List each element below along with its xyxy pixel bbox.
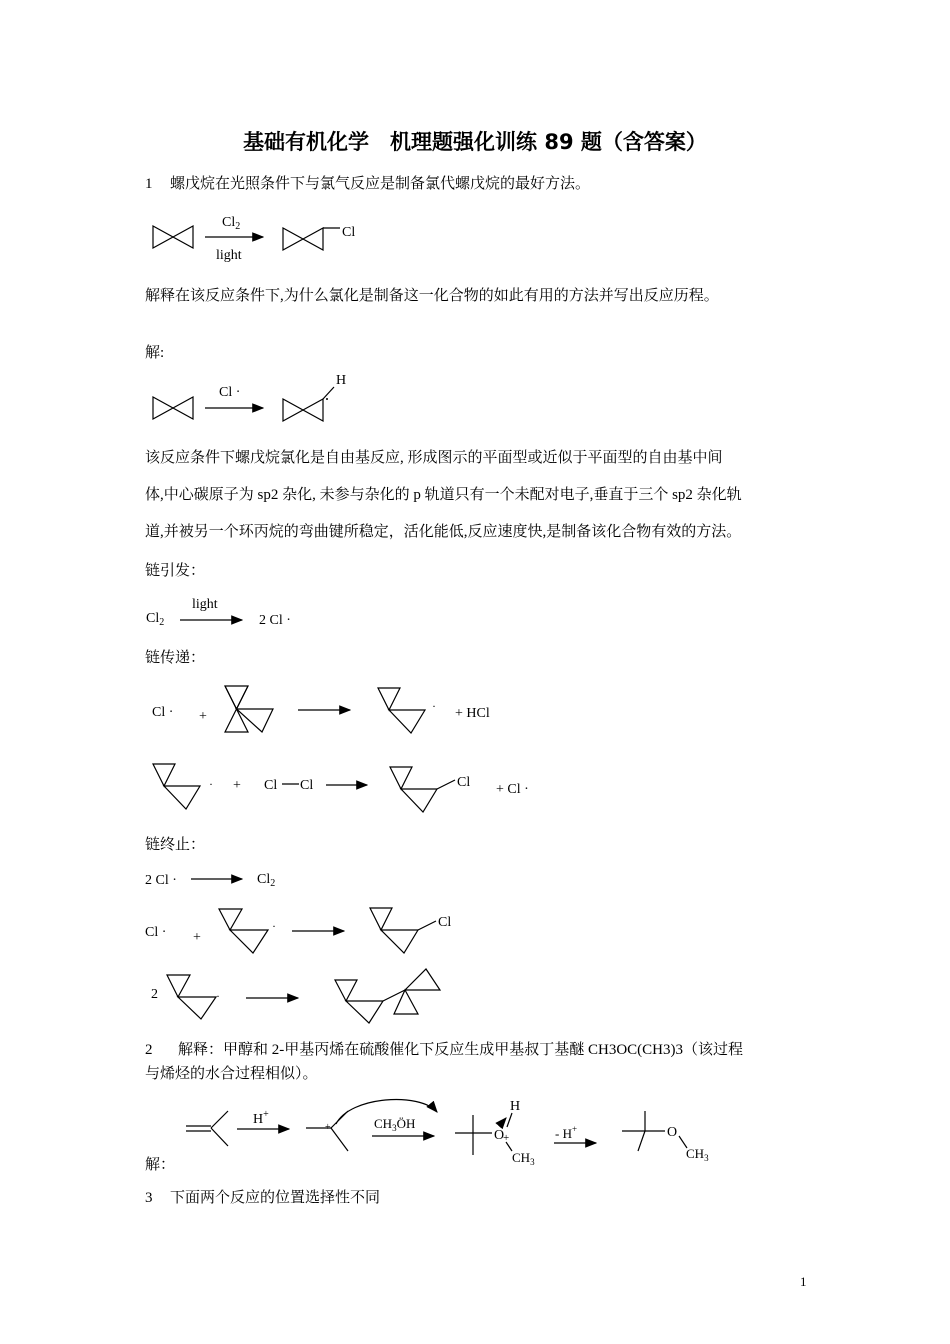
c-cl-bond (418, 921, 436, 930)
product-substituent: Cl (438, 915, 452, 930)
q2-line-1: 解释：甲醇和 2-甲基丙烯在硫酸催化下反应生成甲基叔丁基醚 CH3OC(CH3)3（该过程 (178, 1042, 744, 1058)
initiation-label: 链引发： (145, 563, 206, 579)
oxonium-methyl: $CH_3$ (512, 1150, 535, 1167)
spiropentyl-radical (153, 764, 200, 809)
chlorine-atom-b: Cl (300, 778, 314, 793)
termination-right: $Cl_2$ (257, 872, 276, 889)
radical-dot: · (272, 919, 276, 933)
chlorine-atom-a: Cl (264, 778, 278, 793)
q1-answer-line-3: 道,并被另一个环丙烷的弯曲键所稳定，活化能低,反应速度快,是制备该化合物有效的方法。 (145, 524, 742, 540)
cation-charge: + (325, 1122, 331, 1133)
chlorospiropentane-product (390, 767, 437, 812)
oxonium-charge: + (503, 1132, 510, 1144)
q3-text: 下面两个反应的位置选择性不同 (170, 1190, 381, 1206)
initiation-condition: light (192, 597, 218, 612)
radical-reagent: Cl · (219, 385, 241, 400)
condition-label: light (216, 248, 242, 263)
q2-answer-label: 解： (145, 1157, 176, 1173)
spiropentyl-radical (283, 387, 334, 421)
q2-number: 2 (145, 1042, 153, 1058)
bond-breaking-arrow (499, 1118, 506, 1126)
spiropentane-reactant (153, 226, 193, 248)
q2-line-2: 与烯烃的水合过程相似）。 (145, 1066, 318, 1082)
chlorine-radical: Cl · (152, 705, 174, 720)
q1-text: 螺戊烷在光照条件下与氯气反应是制备氯代螺戊烷的最好方法。 (170, 176, 591, 192)
page-number: 1 (800, 1274, 807, 1289)
product-substituent: Cl (457, 775, 471, 790)
propagation-label: 链传递： (145, 650, 206, 666)
plus-sign: + (199, 709, 207, 724)
q1-number: 1 (145, 176, 153, 192)
radical-dot: · (209, 777, 213, 791)
spiropentyl-radical (167, 975, 216, 1019)
hcl-product: + HCl (455, 706, 490, 721)
spiropentyl-radical (219, 909, 268, 953)
termination-left: 2 Cl · (145, 873, 177, 888)
reagent-label: $Cl_2$ (222, 215, 241, 232)
spiropentane-ring (225, 686, 273, 732)
methanol-reagent: $CH_3ÖH$ (374, 1116, 416, 1133)
product-substituent: Cl (342, 225, 356, 240)
isobutene-molecule (186, 1111, 228, 1146)
ether-methyl: $CH_3$ (686, 1146, 709, 1163)
chlorospiropentane-product (283, 228, 340, 250)
deprotonation-label: - H+ (555, 1124, 578, 1141)
ether-oxygen: O (667, 1125, 678, 1140)
c-cl-bond (437, 780, 455, 789)
radical-dot: · (216, 989, 220, 1003)
bispiropentyl-dimer (335, 969, 440, 1023)
plus-sign: + (193, 930, 201, 945)
chlorine-radical: Cl · (145, 925, 167, 940)
oxonium-hydrogen: H (510, 1099, 521, 1114)
mtbe-product (622, 1111, 687, 1151)
q1-answer-label: 解: (145, 345, 165, 361)
initiation-right: 2 Cl · (259, 613, 291, 628)
initiation-left: $Cl_2$ (146, 611, 165, 628)
radical-dot: · (432, 699, 436, 713)
radical-dot (326, 398, 328, 400)
spiropentyl-radical (378, 688, 425, 733)
termination-label: 链终止： (145, 837, 206, 853)
oxonium-oxygen: O (494, 1128, 505, 1143)
coefficient: 2 (151, 987, 158, 1002)
proton-reagent: H+ (253, 1109, 269, 1127)
q1-explain-prompt: 解释在该反应条件下,为什么氯化是制备这一化合物的如此有用的方法并写出反应历程。 (145, 288, 719, 304)
chlorospiropentane-product (370, 908, 418, 953)
q1-answer-line-2: 体,中心碳原子为 sp2 杂化, 未参与杂化的 p 轨道只有一个未配对电子,垂直于三个 sp2 杂化轨 (145, 487, 742, 503)
q1-answer-line-1: 该反应条件下螺戊烷氯化是自由基反应, 形成图示的平面型或近似于平面型的自由基中间 (145, 450, 723, 466)
page-title: 基础有机化学 机理题强化训练 89 题（含答案） (243, 130, 707, 154)
spiropentane-reactant (153, 397, 193, 419)
q3-number: 3 (145, 1190, 153, 1206)
radical-hydrogen: H (336, 373, 347, 388)
chlorine-radical-product: + Cl · (496, 782, 529, 797)
plus-sign: + (233, 778, 241, 793)
